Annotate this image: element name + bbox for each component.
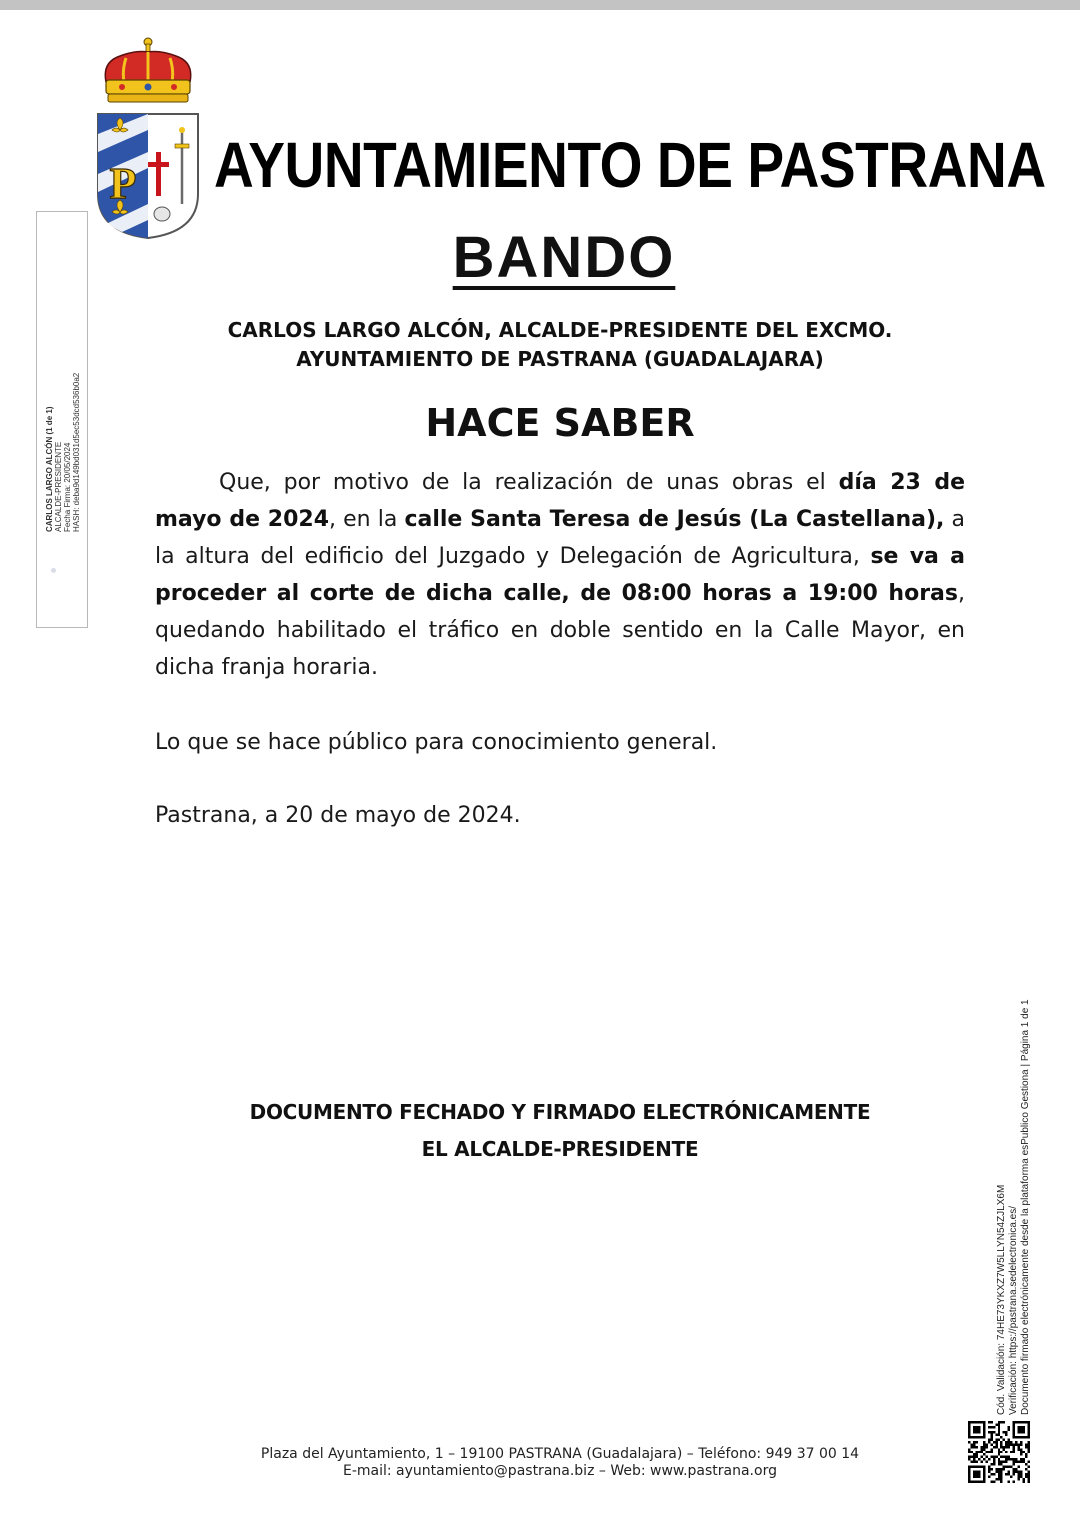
signature-stamp xyxy=(36,211,88,628)
validation-platform: Documento firmado electrónicamente desde la plataforma esPublico Gestiona | Página 1 de 1 xyxy=(1020,999,1031,1415)
body-paragraph xyxy=(155,464,965,686)
organization-title: AYUNTAMIENTO DE PASTRANA xyxy=(214,129,1046,201)
footer-address: Plaza del Ayuntamiento, 1 – 19100 PASTRANA (Guadalajara) – Teléfono: 949 37 00 14 xyxy=(260,1446,860,1462)
signer-name: CARLOS LARGO ALCÓN (1 de 1) xyxy=(45,406,54,532)
authority-line-1: CARLOS LARGO ALCÓN, ALCALDE-PRESIDENTE DEL EXCMO. xyxy=(227,318,893,342)
document-type-heading xyxy=(0,224,1080,292)
body-text: , quedando habilitado el tráfico en doble sentido en la Calle Mayor, en dicha franja horaria. xyxy=(155,581,965,680)
footer xyxy=(160,1446,960,1480)
body-street: calle Santa Teresa de Jesús (La Castellana), xyxy=(404,507,945,532)
signature-hash: HASH: deba9d149bd031d5ec53dcd536b0a2 xyxy=(72,372,81,532)
body-text: Que, por motivo de la realización de unas obras el xyxy=(219,470,839,495)
svg-text:P: P xyxy=(109,159,137,208)
top-scan-bar xyxy=(0,0,1080,10)
validation-info xyxy=(996,955,1032,1415)
closing-sentence: Lo que se hace público para conocimiento general. xyxy=(155,730,718,755)
signer-role: ALCALDE-PRESIDENTE xyxy=(54,441,63,532)
issuing-authority xyxy=(140,316,980,374)
coat-of-arms-icon xyxy=(92,34,204,242)
footer-contact: E-mail: ayuntamiento@pastrana.biz – Web: www.pastrana.org xyxy=(343,1463,777,1479)
stamp-mark xyxy=(51,568,56,573)
document-type-label: BANDO xyxy=(452,225,676,290)
shield-icon xyxy=(98,114,198,238)
body-text: a la altura del edificio del Juzgado y Delegación de Agricultura, xyxy=(155,507,965,569)
authority-line-2: AYUNTAMIENTO DE PASTRANA (GUADALAJARA) xyxy=(296,347,824,371)
signature-block xyxy=(140,1094,980,1168)
signature-line-1: DOCUMENTO FECHADO Y FIRMADO ELECTRÓNICAMENTE xyxy=(249,1100,871,1124)
body-text: , en la xyxy=(329,507,405,532)
qr-code-icon xyxy=(968,1421,1030,1483)
body-date: día 23 de mayo de 2024 xyxy=(155,470,965,532)
announcement-heading: HACE SABER xyxy=(425,401,695,445)
crown-icon xyxy=(105,38,190,102)
validation-code: Cód. Validación: 74HE73YKXZ7W5LLYN54ZJLX6M xyxy=(996,1184,1007,1415)
signature-line-2: EL ALCALDE-PRESIDENTE xyxy=(421,1137,699,1161)
signature-date: Fecha Firma: 20/05/2024 xyxy=(63,442,72,532)
body-closure: se va a proceder al corte de dicha calle, de 08:00 horas a 19:00 horas xyxy=(155,544,965,606)
signature-stamp-text xyxy=(45,232,81,532)
validation-url: Verificación: https://pastrana.sedelectronica.es/ xyxy=(1008,1205,1019,1415)
place-and-date: Pastrana, a 20 de mayo de 2024. xyxy=(155,803,521,828)
